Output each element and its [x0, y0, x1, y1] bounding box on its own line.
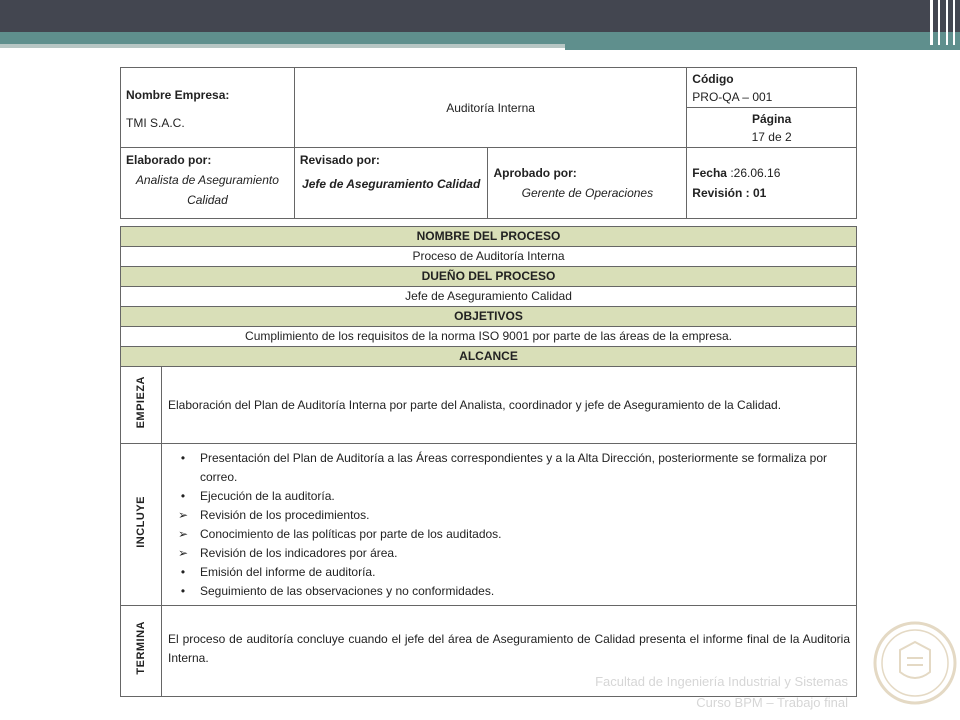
- list-item-text: Revisión de los procedimientos.: [200, 507, 370, 522]
- arrow-bullet-icon: ➢: [177, 507, 189, 522]
- list-item: [176, 563, 852, 582]
- objectives-value: Cumplimiento de los requisitos de la norma ISO 9001 por parte de las áreas de la empresa.: [121, 327, 857, 347]
- prepared-cell: [121, 148, 295, 219]
- page-value: 17 de 2: [751, 129, 792, 144]
- date-cell: [687, 148, 857, 219]
- reviewed-value: Jefe de Aseguramiento Calidad: [302, 177, 481, 191]
- bullet-icon: •: [180, 583, 186, 598]
- starts-label: EMPIEZA: [134, 375, 147, 429]
- starts-label-cell: [121, 367, 162, 444]
- page-label: Página: [751, 111, 792, 126]
- ends-label-cell: [121, 606, 162, 697]
- bullet-icon: •: [180, 450, 186, 465]
- process-owner-value: Jefe de Aseguramiento Calidad: [121, 287, 857, 307]
- list-item: [176, 525, 852, 544]
- slide-decor-line: [953, 0, 955, 45]
- university-seal-icon: [872, 620, 958, 706]
- list-item: [176, 506, 852, 525]
- reviewed-label: Revisado por:: [299, 153, 380, 167]
- list-item: [176, 544, 852, 563]
- footer-course: Curso BPM – Trabajo final: [696, 695, 848, 710]
- document-title: Auditoría Interna: [294, 68, 686, 148]
- slide-decor-line: [938, 0, 940, 45]
- code-value: PRO-QA – 001: [692, 89, 773, 104]
- company-cell: [121, 68, 295, 148]
- prepared-value: Analista de Aseguramiento Calidad: [135, 173, 279, 207]
- slide-top-bar: [0, 0, 960, 32]
- process-name-header: NOMBRE DEL PROCESO: [121, 227, 857, 247]
- arrow-bullet-icon: ➢: [177, 526, 189, 541]
- prepared-label: Elaborado por:: [126, 153, 212, 167]
- bullet-icon: •: [180, 564, 186, 579]
- company-label: Nombre Empresa:: [126, 87, 230, 102]
- document-header-table: [120, 67, 857, 219]
- company-value: TMI S.A.C.: [126, 115, 185, 130]
- approved-value: Gerente de Operaciones: [521, 186, 654, 200]
- list-item-text: Presentación del Plan de Auditoría a las Áreas correspondientes y a la Alta Dirección, posteriormente se formaliza por correo.: [200, 450, 827, 484]
- slide-accent-stripe: [0, 44, 565, 48]
- slide-accent-bar: [0, 32, 960, 44]
- reviewed-cell: [294, 148, 488, 219]
- list-item: [176, 449, 852, 487]
- includes-cell: [162, 444, 857, 606]
- starts-text: Elaboración del Plan de Auditoría Interna por parte del Analista, coordinador y jefe de Aseguramiento de la Calidad.: [162, 367, 857, 444]
- arrow-bullet-icon: ➢: [177, 545, 189, 560]
- slide-decor-line: [946, 0, 948, 45]
- scope-header: ALCANCE: [121, 347, 857, 367]
- process-table: [120, 226, 857, 697]
- list-item-text: Emisión del informe de auditoría.: [200, 564, 376, 579]
- list-item-text: Conocimiento de las políticas por parte de los auditados.: [200, 526, 502, 541]
- ends-text: El proceso de auditoría concluye cuando el jefe del área de Aseguramiento de Calidad presenta el informe final de la Auditoria Interna.: [162, 606, 857, 697]
- process-name-value: Proceso de Auditoría Interna: [121, 247, 857, 267]
- includes-list: [162, 445, 856, 605]
- approved-label: Aprobado por:: [493, 166, 577, 180]
- includes-label: INCLUYE: [134, 495, 147, 548]
- includes-label-cell: [121, 444, 162, 606]
- date-label: Fecha: [692, 166, 727, 180]
- page-cell: [687, 108, 857, 148]
- approved-cell: [488, 148, 687, 219]
- list-item-text: Revisión de los indicadores por área.: [200, 545, 398, 560]
- process-owner-header: DUEÑO DEL PROCESO: [121, 267, 857, 287]
- bullet-icon: •: [180, 488, 186, 503]
- list-item-text: Ejecución de la auditoría.: [200, 488, 335, 503]
- list-item: [176, 582, 852, 601]
- slide-decor-line: [930, 0, 933, 45]
- date-value: :26.06.16: [730, 166, 781, 180]
- revision-label: Revisión : 01: [692, 186, 767, 200]
- code-label: Código: [692, 71, 734, 86]
- ends-label: TERMINA: [134, 621, 147, 675]
- objectives-header: OBJETIVOS: [121, 307, 857, 327]
- code-cell: [687, 68, 857, 108]
- footer-faculty: Facultad de Ingeniería Industrial y Sistemas: [595, 674, 848, 689]
- list-item: [176, 487, 852, 506]
- list-item-text: Seguimiento de las observaciones y no conformidades.: [200, 583, 495, 598]
- slide-accent-line: [575, 50, 888, 52]
